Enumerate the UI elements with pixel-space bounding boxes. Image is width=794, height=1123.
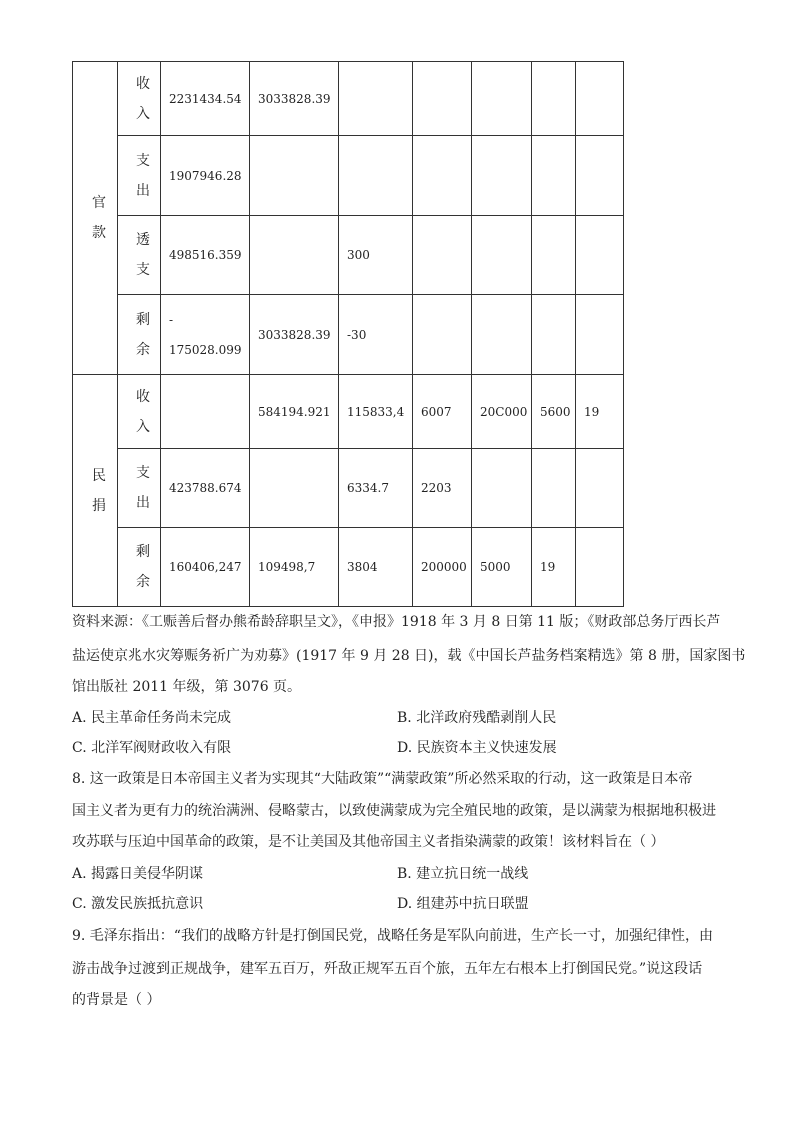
q7-option-c[interactable]: C. 北洋军阀财政收入有限 <box>72 740 232 756</box>
row-label-char: 余 <box>136 341 150 358</box>
table-cell <box>472 62 532 136</box>
row-label-char: 出 <box>136 182 150 199</box>
table-cell <box>532 62 576 136</box>
table-cell <box>576 295 624 375</box>
q8-stem-line-1: 8. 这一政策是日本帝国主义者为实现其“大陆政策”“满蒙政策”所必然采取的行动，这一政策是日本帝 <box>72 771 693 787</box>
table-cell <box>413 295 472 375</box>
table-cell <box>250 216 339 295</box>
table-cell <box>413 216 472 295</box>
q7-option-a[interactable]: A. 民主革命任务尚未完成 <box>72 710 232 726</box>
group-label-char: 捐 <box>92 497 106 514</box>
table-cell <box>339 136 413 216</box>
table-cell: 5000 <box>472 528 532 607</box>
table-cell: 498516.359 <box>161 216 250 295</box>
q7-option-d[interactable]: D. 民族资本主义快速发展 <box>397 740 557 756</box>
table-cell <box>413 62 472 136</box>
table-cell <box>532 295 576 375</box>
table-row <box>73 295 624 375</box>
table-cell <box>532 449 576 528</box>
row-label <box>118 449 161 528</box>
table-cell <box>161 375 250 449</box>
row-label-char: 支 <box>136 152 150 169</box>
q8-stem-line-2: 国主义者为更有力的统治满洲、侵略蒙古，以致使满蒙成为完全殖民地的政策，是以满蒙为根据地积极进 <box>72 803 716 819</box>
group-label-char: 民 <box>92 467 106 484</box>
q8-stem-line-3: 攻苏联与压迫中国革命的政策，是不让美国及其他帝国主义者指染满蒙的政策！该材料旨在（ ） <box>72 834 665 850</box>
table-cell: 6007 <box>413 375 472 449</box>
table-cell <box>472 216 532 295</box>
table-cell <box>413 136 472 216</box>
table-cell: 3033828.39 <box>250 295 339 375</box>
row-label-char: 出 <box>136 495 150 511</box>
row-label <box>118 216 161 295</box>
table-cell: 19 <box>532 528 576 607</box>
row-label-char: 支 <box>136 465 150 481</box>
table-cell: 1907946.28 <box>161 136 250 216</box>
cell-line: - <box>169 312 174 327</box>
row-label-char: 透 <box>136 232 150 248</box>
table-cell: 200000 <box>413 528 472 607</box>
table-row <box>73 375 624 449</box>
table-row <box>73 449 624 528</box>
row-label-char: 入 <box>136 105 150 122</box>
q7-option-b[interactable]: B. 北洋政府残酷剥削人民 <box>397 710 557 726</box>
table-cell: 160406,247 <box>161 528 250 607</box>
row-label-char: 收 <box>136 388 150 405</box>
group-label-char: 款 <box>92 225 106 241</box>
table-cell: 2203 <box>413 449 472 528</box>
table-cell <box>250 449 339 528</box>
row-label <box>118 295 161 375</box>
table-cell: 109498,7 <box>250 528 339 607</box>
source-line-3: 馆出版社 2011 年级，第 3076 页。 <box>72 679 302 695</box>
table-cell <box>339 62 413 136</box>
table-cell <box>472 295 532 375</box>
table-cell: 5600 <box>532 375 576 449</box>
group-label-char: 官 <box>92 195 106 211</box>
table-cell <box>472 136 532 216</box>
fund-table <box>72 61 624 607</box>
table-cell: 2231434.54 <box>161 62 250 136</box>
source-line-1: 资料来源：《工赈善后督办熊希龄辞职呈文》，《申报》1918 年 3 月 8 日第 11 版；《财政部总务厅西长芦 <box>72 614 721 630</box>
table-cell <box>576 449 624 528</box>
q8-option-c[interactable]: C. 激发民族抵抗意识 <box>72 896 204 912</box>
table-cell <box>576 136 624 216</box>
cell-line: 175028.099 <box>169 342 242 357</box>
q8-option-b[interactable]: B. 建立抗日统一战线 <box>397 866 529 882</box>
row-label <box>118 375 161 449</box>
table-cell <box>576 216 624 295</box>
table-cell <box>532 136 576 216</box>
row-label-char: 支 <box>136 262 150 278</box>
table-row <box>73 62 624 136</box>
q9-stem-line-1: 9. 毛泽东指出：“我们的战略方针是打倒国民党，战略任务是军队向前进，生产长一寸，加强纪律性，由 <box>72 928 713 944</box>
row-label-char: 余 <box>136 574 150 590</box>
q9-stem-line-2: 游击战争过渡到正规战争，建军五百万，歼敌正规军五百个旅，五年左右根本上打倒国民党。”说这段话 <box>72 961 703 977</box>
private-group-label <box>73 375 118 607</box>
row-label-char: 入 <box>136 418 150 435</box>
table-cell <box>161 295 250 375</box>
table-cell: 115833,4 <box>339 375 413 449</box>
table-cell: 20C000 <box>472 375 532 449</box>
table-cell <box>532 216 576 295</box>
table-cell: 3033828.39 <box>250 62 339 136</box>
table-row <box>73 216 624 295</box>
table-cell: 3804 <box>339 528 413 607</box>
table-row <box>73 136 624 216</box>
table-cell: 6334.7 <box>339 449 413 528</box>
table-cell <box>472 449 532 528</box>
table-cell: 584194.921 <box>250 375 339 449</box>
table-cell <box>250 136 339 216</box>
row-label-char: 剩 <box>136 544 150 560</box>
table-cell: 19 <box>576 375 624 449</box>
row-label-char: 收 <box>136 75 150 92</box>
official-group-label <box>73 62 118 375</box>
table-cell: -30 <box>339 295 413 375</box>
q8-option-a[interactable]: A. 揭露日美侵华阴谋 <box>72 866 204 882</box>
source-line-2: 盐运使京兆水灾筹赈务祈广为劝募》(1917 年 9 月 28 日)，载《中国长芦盐务档案精选》第 8 册，国家图书 <box>72 648 746 664</box>
row-label-char: 剩 <box>136 311 150 328</box>
row-label <box>118 62 161 136</box>
table-cell: 300 <box>339 216 413 295</box>
table-row <box>73 528 624 607</box>
q8-option-d[interactable]: D. 组建苏中抗日联盟 <box>397 896 529 912</box>
q9-stem-line-3: 的背景是（ ） <box>72 992 161 1008</box>
table-cell <box>576 62 624 136</box>
table-cell <box>576 528 624 607</box>
table-cell: 423788.674 <box>161 449 250 528</box>
row-label <box>118 528 161 607</box>
row-label <box>118 136 161 216</box>
